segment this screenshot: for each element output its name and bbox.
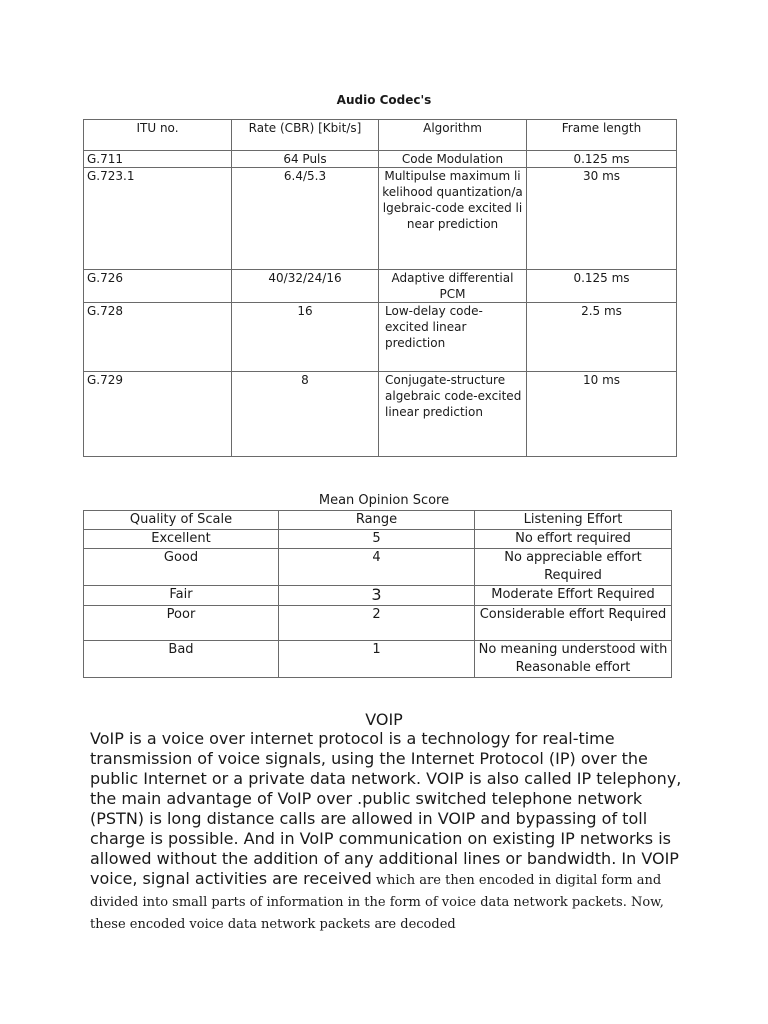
header-range: Range (279, 511, 475, 530)
cell-algorithm: Conjugate-structure algebraic code-excited linear prediction (379, 372, 527, 457)
cell-itu: G.723.1 (84, 168, 232, 270)
cell-effort: No appreciable effort Required (475, 549, 672, 586)
cell-effort: No meaning understood with Reasonable effort (475, 641, 672, 678)
table-row (84, 168, 677, 270)
cell-frame: 10 ms (527, 372, 677, 457)
cell-range: 1 (279, 641, 475, 678)
table-row (84, 641, 672, 678)
table-row (84, 151, 677, 168)
table-row (84, 586, 672, 606)
cell-rate: 40/32/24/16 (232, 270, 379, 303)
table-row (84, 303, 677, 372)
mos-table-title: Mean Opinion Score (318, 493, 450, 508)
cell-algorithm: Adaptive differential PCM (379, 270, 527, 303)
table-row (84, 530, 672, 549)
voip-heading: VOIP (365, 710, 403, 729)
cell-algorithm: Low-delay code-excited linear prediction (379, 303, 527, 372)
cell-frame: 0.125 ms (527, 151, 677, 168)
cell-frame: 30 ms (527, 168, 677, 270)
voip-body-serif-text: which are then encoded in digital form and divided into small parts of information in the form of voice data network packets. Now, these encoded voice data network packets are decoded (90, 873, 664, 932)
mos-header-row (84, 511, 672, 530)
cell-frame: 2.5 ms (527, 303, 677, 372)
cell-quality: Poor (84, 606, 279, 641)
cell-effort: Moderate Effort Required (475, 586, 672, 606)
table-row (84, 606, 672, 641)
voip-body-text: VoIP is a voice over internet protocol is a technology for real-time transmission of voice signals, using the Internet Protocol (IP) over the public Internet or a private data network. VOIP is also called IP telephony, the main advantage of VoIP over .public switched telephone network (PSTN) is long distance calls are allowed in VOIP and bypassing of toll charge is possible. And in VoIP communication on existing IP networks is allowed without the addition of any additional lines or bandwidth. In VOIP voice, signal activities are received (90, 729, 682, 888)
cell-quality: Excellent (84, 530, 279, 549)
codec-table-title: Audio Codec's (336, 93, 432, 107)
cell-rate: 6.4/5.3 (232, 168, 379, 270)
cell-range: 5 (279, 530, 475, 549)
cell-algorithm: Code Modulation (379, 151, 527, 168)
cell-quality: Good (84, 549, 279, 586)
cell-quality: Bad (84, 641, 279, 678)
cell-rate: 64 Puls (232, 151, 379, 168)
table-row (84, 372, 677, 457)
cell-range: 3 (279, 586, 475, 606)
header-itu-no: ITU no. (84, 120, 232, 151)
cell-rate: 8 (232, 372, 379, 457)
cell-frame: 0.125 ms (527, 270, 677, 303)
cell-effort: Considerable effort Required (475, 606, 672, 641)
mos-table (83, 510, 672, 678)
cell-itu: G.711 (84, 151, 232, 168)
cell-algorithm: Multipulse maximum likelihood quantization/algebraic-code excited linear prediction (379, 168, 527, 270)
voip-paragraph (90, 729, 690, 935)
cell-range: 2 (279, 606, 475, 641)
codec-table (83, 119, 677, 457)
cell-itu: G.726 (84, 270, 232, 303)
cell-range: 4 (279, 549, 475, 586)
header-algorithm: Algorithm (379, 120, 527, 151)
cell-itu: G.729 (84, 372, 232, 457)
cell-quality: Fair (84, 586, 279, 606)
cell-effort: No effort required (475, 530, 672, 549)
header-rate: Rate (CBR) [Kbit/s] (232, 120, 379, 151)
header-frame-length: Frame length (527, 120, 677, 151)
codec-header-row (84, 120, 677, 151)
table-row (84, 270, 677, 303)
cell-rate: 16 (232, 303, 379, 372)
header-quality: Quality of Scale (84, 511, 279, 530)
cell-itu: G.728 (84, 303, 232, 372)
table-row (84, 549, 672, 586)
header-listening-effort: Listening Effort (475, 511, 672, 530)
